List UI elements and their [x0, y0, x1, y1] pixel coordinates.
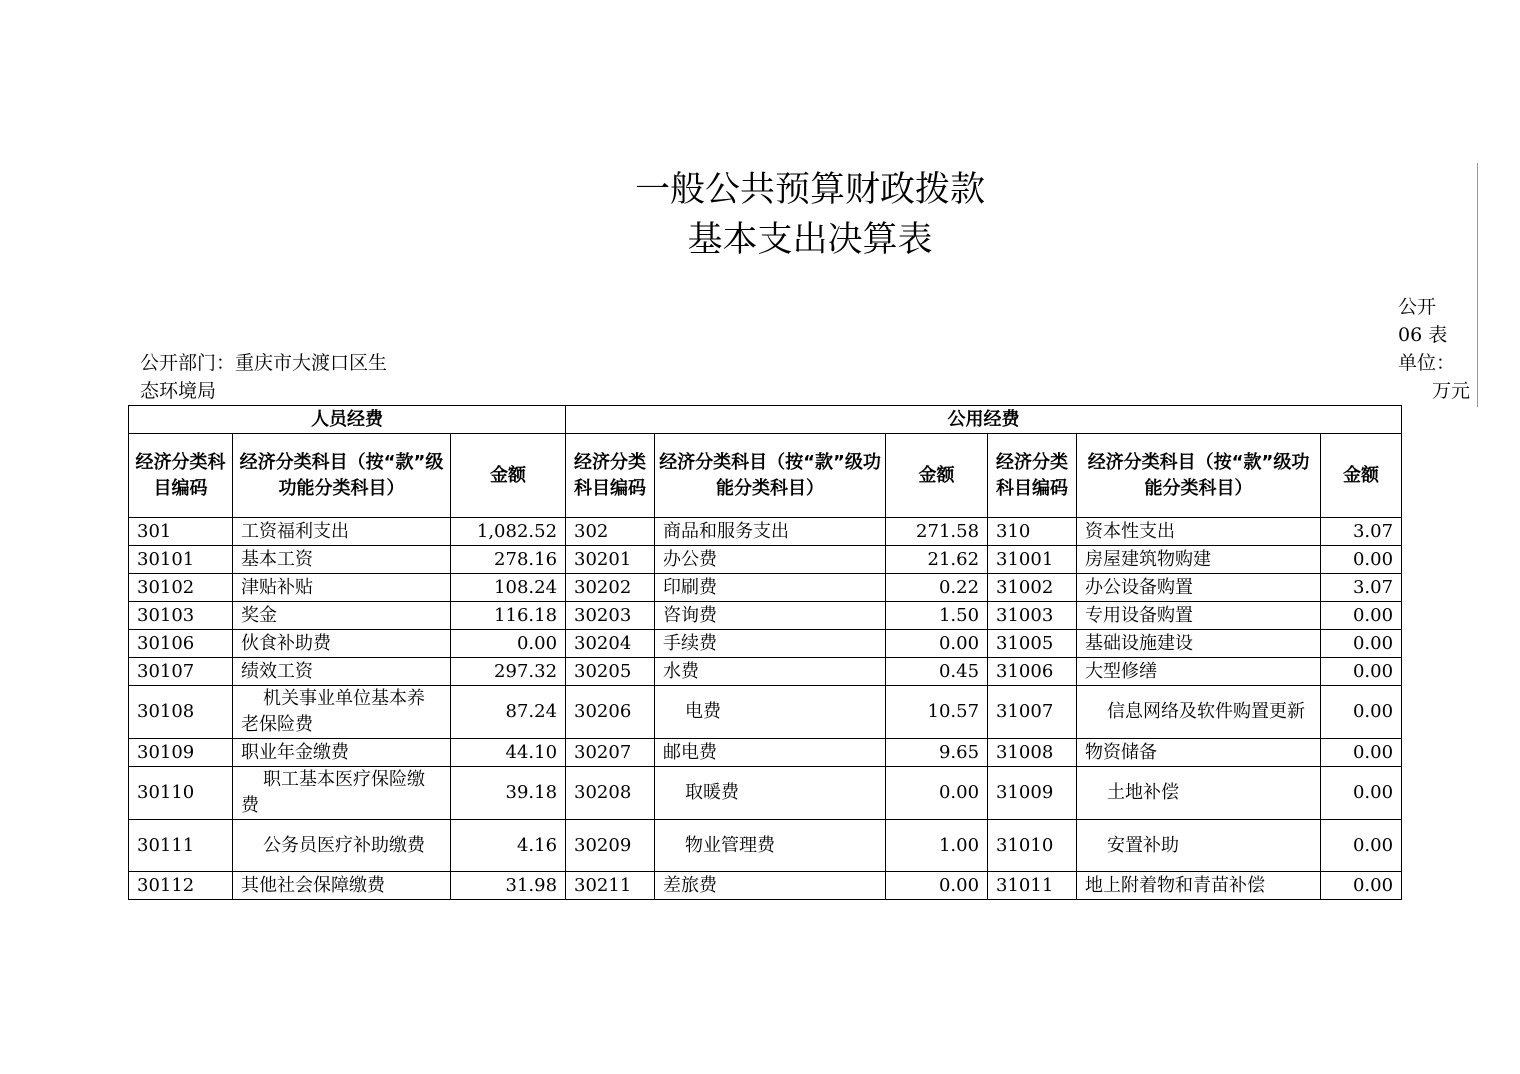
col-amount-1: 金额 — [451, 434, 566, 518]
amount-cell: 1.50 — [886, 602, 988, 630]
amount-cell: 0.00 — [451, 630, 566, 658]
name-cell: 基本工资 — [233, 546, 451, 574]
amount-cell: 0.00 — [1321, 767, 1402, 820]
column-header-row — [129, 434, 1402, 518]
amount-cell: 0.00 — [886, 872, 988, 900]
code-cell: 30206 — [566, 686, 655, 739]
name-cell: 职业年金缴费 — [233, 739, 451, 767]
table-row — [129, 602, 1402, 630]
page-subtitle: 基本支出决算表 — [687, 220, 933, 260]
expenditure-table — [128, 405, 1402, 900]
name-cell: 奖金 — [233, 602, 451, 630]
name-cell: 其他社会保障缴费 — [233, 872, 451, 900]
name-cell: 取暖费 — [655, 767, 886, 820]
name-cell: 水费 — [655, 658, 886, 686]
code-cell: 30204 — [566, 630, 655, 658]
amount-cell: 10.57 — [886, 686, 988, 739]
amount-cell: 0.00 — [1321, 602, 1402, 630]
name-cell: 邮电费 — [655, 739, 886, 767]
amount-cell: 0.00 — [1321, 872, 1402, 900]
amount-cell: 271.58 — [886, 518, 988, 546]
code-cell: 30201 — [566, 546, 655, 574]
amount-cell: 0.45 — [886, 658, 988, 686]
table-row — [129, 739, 1402, 767]
table-number: 06 表 — [1398, 324, 1448, 346]
amount-cell: 297.32 — [451, 658, 566, 686]
code-cell: 310 — [988, 518, 1077, 546]
name-cell: 信息网络及软件购置更新 — [1077, 686, 1321, 739]
page-title: 一般公共预算财政拨款 — [634, 170, 985, 210]
name-cell: 物资储备 — [1077, 739, 1321, 767]
code-cell: 30209 — [566, 820, 655, 872]
name-cell: 手续费 — [655, 630, 886, 658]
amount-cell: 9.65 — [886, 739, 988, 767]
col-code-2: 经济分类科目编码 — [566, 434, 655, 518]
amount-cell: 21.62 — [886, 546, 988, 574]
group-public: 公用经费 — [566, 406, 1402, 434]
code-cell: 30102 — [129, 574, 233, 602]
code-cell: 301 — [129, 518, 233, 546]
name-cell: 资本性支出 — [1077, 518, 1321, 546]
amount-cell: 116.18 — [451, 602, 566, 630]
table-row — [129, 820, 1402, 872]
code-cell: 30109 — [129, 739, 233, 767]
name-cell: 商品和服务支出 — [655, 518, 886, 546]
department-label: 公开部门：重庆市大渡口区生态环境局 — [140, 352, 388, 402]
name-cell: 绩效工资 — [233, 658, 451, 686]
amount-cell: 44.10 — [451, 739, 566, 767]
amount-cell: 0.00 — [1321, 658, 1402, 686]
name-cell: 房屋建筑物购建 — [1077, 546, 1321, 574]
amount-cell: 0.00 — [1321, 739, 1402, 767]
table-number-prefix: 公开 — [1398, 296, 1437, 318]
table-row — [129, 872, 1402, 900]
name-cell: 差旅费 — [655, 872, 886, 900]
col-amount-3: 金额 — [1321, 434, 1402, 518]
code-cell: 31007 — [988, 686, 1077, 739]
table-row — [129, 767, 1402, 820]
amount-cell: 87.24 — [451, 686, 566, 739]
name-cell: 电费 — [655, 686, 886, 739]
code-cell: 30202 — [566, 574, 655, 602]
name-cell: 专用设备购置 — [1077, 602, 1321, 630]
code-cell: 30203 — [566, 602, 655, 630]
col-name-3: 经济分类科目（按“款”级功能分类科目） — [1077, 434, 1321, 518]
code-cell: 31006 — [988, 658, 1077, 686]
amount-cell: 0.00 — [886, 767, 988, 820]
amount-cell: 3.07 — [1321, 574, 1402, 602]
name-cell: 咨询费 — [655, 602, 886, 630]
name-cell: 公务员医疗补助缴费 — [233, 820, 451, 872]
code-cell: 30106 — [129, 630, 233, 658]
code-cell: 30112 — [129, 872, 233, 900]
code-cell: 31003 — [988, 602, 1077, 630]
col-name-1: 经济分类科目（按“款”级功能分类科目） — [233, 434, 451, 518]
name-cell: 职工基本医疗保险缴费 — [233, 767, 451, 820]
code-cell: 30103 — [129, 602, 233, 630]
name-cell: 地上附着物和青苗补偿 — [1077, 872, 1321, 900]
name-cell: 大型修缮 — [1077, 658, 1321, 686]
code-cell: 30107 — [129, 658, 233, 686]
code-cell: 302 — [566, 518, 655, 546]
unit-label: 单位： — [1398, 352, 1456, 374]
code-cell: 30208 — [566, 767, 655, 820]
code-cell: 30205 — [566, 658, 655, 686]
name-cell: 土地补偿 — [1077, 767, 1321, 820]
amount-cell: 0.00 — [1321, 546, 1402, 574]
code-cell: 31009 — [988, 767, 1077, 820]
name-cell: 办公设备购置 — [1077, 574, 1321, 602]
amount-cell: 108.24 — [451, 574, 566, 602]
table-row — [129, 574, 1402, 602]
name-cell: 办公费 — [655, 546, 886, 574]
name-cell: 基础设施建设 — [1077, 630, 1321, 658]
amount-cell: 0.00 — [1321, 686, 1402, 739]
amount-cell: 0.00 — [886, 630, 988, 658]
amount-cell: 1.00 — [886, 820, 988, 872]
amount-cell: 3.07 — [1321, 518, 1402, 546]
code-cell: 30108 — [129, 686, 233, 739]
name-cell: 津贴补贴 — [233, 574, 451, 602]
col-code-3: 经济分类科目编码 — [988, 434, 1077, 518]
code-cell: 30110 — [129, 767, 233, 820]
code-cell: 31008 — [988, 739, 1077, 767]
col-code-1: 经济分类科目编码 — [129, 434, 233, 518]
name-cell: 印刷费 — [655, 574, 886, 602]
group-personnel: 人员经费 — [129, 406, 566, 434]
name-cell: 安置补助 — [1077, 820, 1321, 872]
unit-value: 万元 — [1431, 380, 1470, 402]
col-amount-2: 金额 — [886, 434, 988, 518]
table-row — [129, 630, 1402, 658]
amount-cell: 1,082.52 — [451, 518, 566, 546]
code-cell: 31011 — [988, 872, 1077, 900]
code-cell: 31002 — [988, 574, 1077, 602]
name-cell: 伙食补助费 — [233, 630, 451, 658]
name-cell: 物业管理费 — [655, 820, 886, 872]
code-cell: 30101 — [129, 546, 233, 574]
code-cell: 30207 — [566, 739, 655, 767]
table-row — [129, 518, 1402, 546]
amount-cell: 0.22 — [886, 574, 988, 602]
amount-cell: 0.00 — [1321, 820, 1402, 872]
name-cell: 工资福利支出 — [233, 518, 451, 546]
code-cell: 31001 — [988, 546, 1077, 574]
amount-cell: 4.16 — [451, 820, 566, 872]
code-cell: 31010 — [988, 820, 1077, 872]
code-cell: 30211 — [566, 872, 655, 900]
amount-cell: 39.18 — [451, 767, 566, 820]
table-number-unit — [1398, 293, 1470, 405]
amount-cell: 0.00 — [1321, 630, 1402, 658]
name-cell: 机关事业单位基本养老保险费 — [233, 686, 451, 739]
table-row — [129, 658, 1402, 686]
amount-cell: 31.98 — [451, 872, 566, 900]
group-header-row — [129, 406, 1402, 434]
code-cell: 30111 — [129, 820, 233, 872]
table-row — [129, 546, 1402, 574]
col-name-2: 经济分类科目（按“款”级功能分类科目） — [655, 434, 886, 518]
amount-cell: 278.16 — [451, 546, 566, 574]
table-row — [129, 686, 1402, 739]
code-cell: 31005 — [988, 630, 1077, 658]
